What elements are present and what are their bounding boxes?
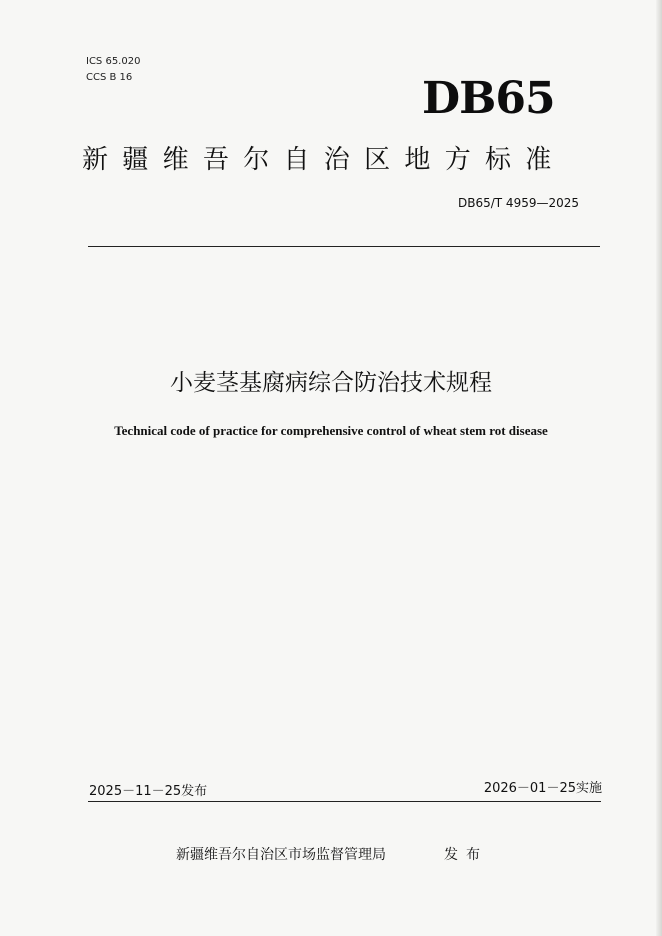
standard-category-title: 新疆维吾尔自治区地方标准 [82, 145, 566, 175]
db65-logo: DB65 [422, 73, 555, 124]
issuing-authority: 新疆维吾尔自治区市场监督管理局 [176, 847, 386, 863]
ccs-code: CCS B 16 [86, 72, 133, 83]
implementation-date: 2026－01－25实施 [483, 781, 602, 796]
header-divider [88, 246, 600, 247]
publish-label: 发布 [444, 847, 488, 863]
ics-code: ICS 65.020 [86, 56, 141, 67]
document-title-chinese: 小麦茎基腐病综合防治技术规程 [170, 370, 492, 396]
scan-edge [656, 0, 662, 936]
standard-number: DB65/T 4959—2025 [458, 196, 580, 210]
footer-divider [88, 801, 601, 802]
document-title-english: Technical code of practice for comprehensive control of wheat stem rot disease [114, 423, 548, 438]
issue-date: 2025－11－25发布 [89, 784, 208, 799]
